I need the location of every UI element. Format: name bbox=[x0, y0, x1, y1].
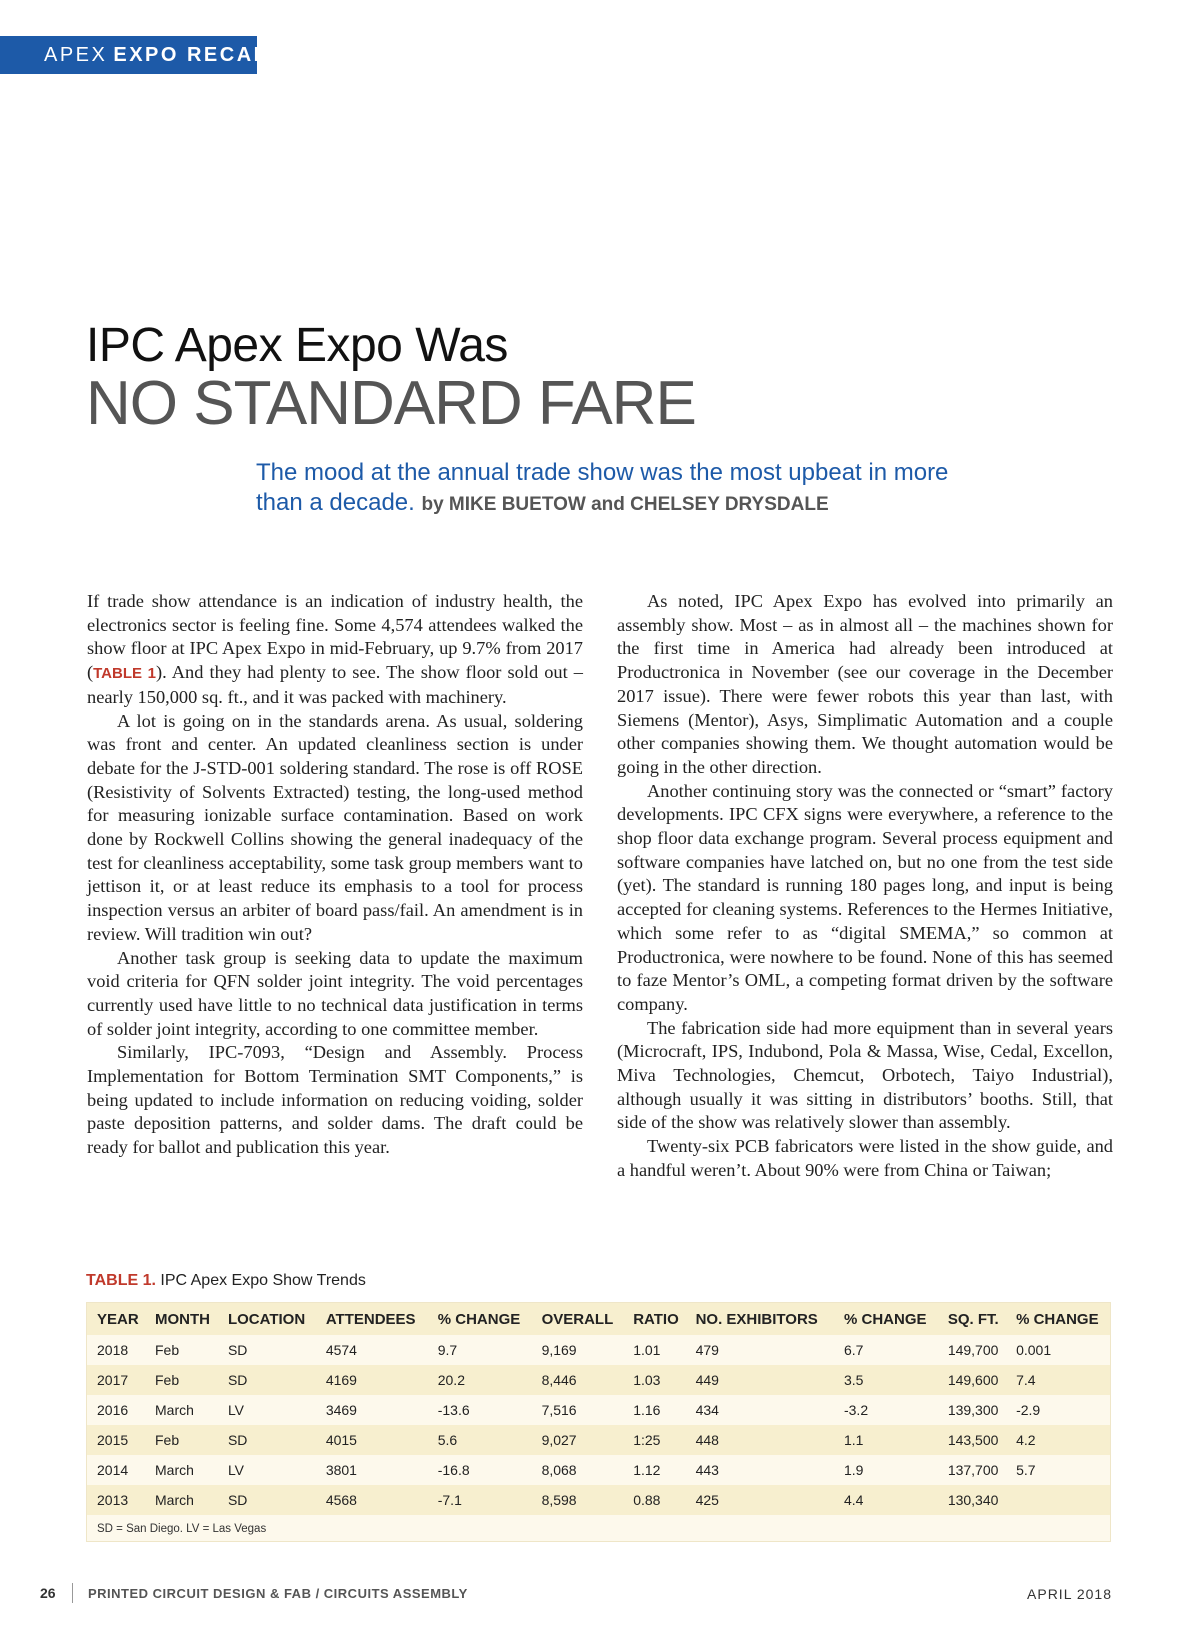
table-cell: 1:25 bbox=[623, 1425, 685, 1455]
table-row bbox=[87, 1455, 1110, 1485]
table-cell: Feb bbox=[155, 1342, 180, 1358]
column-header: ATTENDEES bbox=[316, 1303, 428, 1335]
table-reference-link[interactable]: TABLE 1 bbox=[93, 665, 156, 683]
table-header-row bbox=[87, 1303, 1110, 1335]
table-cell: 2018 bbox=[97, 1342, 129, 1358]
table-cell: 1.1 bbox=[834, 1425, 938, 1455]
show-trends-table-box bbox=[86, 1302, 1111, 1542]
table-cell: 5.6 bbox=[428, 1425, 532, 1455]
table-caption bbox=[86, 1272, 366, 1290]
table-cell bbox=[1006, 1485, 1110, 1515]
section-tab bbox=[0, 36, 270, 74]
table-cell: 20.2 bbox=[428, 1365, 532, 1395]
table-cell: 7.4 bbox=[1006, 1365, 1110, 1395]
table-cell: 0.88 bbox=[623, 1485, 685, 1515]
table-cell: -7.1 bbox=[428, 1485, 532, 1515]
table-body bbox=[87, 1335, 1110, 1515]
table-cell: 149,600 bbox=[938, 1365, 1006, 1395]
body-text: If trade show attendance is an indication of industry health, the electronics sector is feeling fine. Some 4,574 attendees walked the show floor at IPC Apex Expo in mid-February, up 9.7% from 2017 ( bbox=[87, 591, 583, 683]
table-cell: 0.001 bbox=[1016, 1342, 1052, 1358]
section-tab-bold: EXPO RECAP bbox=[113, 44, 270, 66]
table-caption-text: IPC Apex Expo Show Trends bbox=[160, 1272, 366, 1289]
deck-text: The mood at the annual trade show was the most upbeat in more than a decade. bbox=[256, 459, 949, 516]
body-paragraph: A lot is going on in the standards arena. As usual, soldering was front and center. An updated cleanliness section is under debate for the J-STD-001 soldering standard. The rose is off ROSE (Resistivity of Solvents Extracted) testing, the long-used method for measuring ionizable surface contamination. Based on work done by Rockwell Collins showing the general inadequacy of the test for cleanliness acceptability, some task group members want to jettison it, or at least reduce its emphasis to a tool for process inspection versus an arbiter of board pass/fail. An amendment is in review. Will tradition win out? bbox=[87, 710, 583, 944]
body-paragraph: As noted, IPC Apex Expo has evolved into primarily an assembly show. Most – as in almost all – the machines shown for the first time in America had already been introduced at Productronica in November (see our coverage in the December 2017 issue). There were fewer robots this year than last, with Siemens (Mentor), Asys, Simplimatic Automation and a couple other companies showing them. We thought automation would be going in the other direction. bbox=[617, 591, 1113, 777]
column-header: % CHANGE bbox=[428, 1303, 532, 1335]
table-cell: 2013 bbox=[87, 1485, 145, 1515]
table-row bbox=[87, 1365, 1110, 1395]
column-header: YEAR bbox=[87, 1303, 145, 1335]
page-footer bbox=[0, 1585, 1200, 1605]
column-header: % CHANGE bbox=[1006, 1303, 1110, 1335]
table-cell: -16.8 bbox=[437, 1462, 470, 1478]
table-cell: 4169 bbox=[316, 1365, 428, 1395]
table-footnote: SD = San Diego. LV = Las Vegas bbox=[97, 1523, 267, 1535]
table-cell: LV bbox=[227, 1402, 245, 1418]
column-header: MONTH bbox=[145, 1303, 218, 1335]
column-header: RATIO bbox=[623, 1303, 685, 1335]
byline: by MIKE BUETOW and CHELSEY DRYSDALE bbox=[421, 494, 829, 515]
table-cell: -3.2 bbox=[843, 1402, 869, 1418]
table-cell: LV bbox=[227, 1462, 245, 1478]
table-cell: 6.7 bbox=[843, 1342, 864, 1358]
table-cell: 448 bbox=[686, 1425, 834, 1455]
table-cell: 5.7 bbox=[1016, 1462, 1036, 1478]
table-row bbox=[87, 1335, 1110, 1365]
table-cell: 1.01 bbox=[633, 1342, 661, 1358]
table-cell: SD bbox=[218, 1485, 316, 1515]
headline-line-1: IPC Apex Expo Was bbox=[86, 319, 508, 372]
table-cell: 7,516 bbox=[541, 1402, 577, 1418]
body-paragraph: Similarly, IPC-7093, “Design and Assembly. Process Implementation for Bottom Termination SMT Components,” is being updated to include information on reducing voiding, solder paste deposition patterns, and solder dams. The draft could be ready for ballot and publication this year. bbox=[87, 1042, 583, 1158]
body-paragraph: Another continuing story was the connected or “smart” factory developments. IPC CFX signs were everywhere, a reference to the shop floor data exchange program. Several process equipment and software companies have latched on, but no one from the test side (yet). The standard is running 180 pages long, and input is being accepted for cleaning systems. References to the Hermes Initiative, which some refer to as “digital SMEMA,” so common at Productronica, were nowhere to be found. None of this has seemed to faze Mentor’s OML, a competing format driven by the software company. bbox=[617, 780, 1113, 1014]
table-cell: 1.16 bbox=[633, 1402, 661, 1418]
table-cell: March bbox=[155, 1402, 194, 1418]
body-paragraph bbox=[87, 590, 583, 710]
table-cell: SD bbox=[218, 1425, 316, 1455]
table-cell: 4015 bbox=[316, 1425, 428, 1455]
table-row bbox=[87, 1485, 1110, 1515]
table-cell: -2.9 bbox=[1016, 1402, 1041, 1418]
table-cell: 2014 bbox=[97, 1462, 129, 1478]
table-cell: March bbox=[145, 1485, 218, 1515]
table-cell: 139,300 bbox=[947, 1402, 999, 1418]
section-tab-light: APEX bbox=[44, 44, 108, 66]
column-header: NO. EXHIBITORS bbox=[686, 1303, 834, 1335]
table-cell: 143,500 bbox=[938, 1425, 1006, 1455]
table-cell: Feb bbox=[145, 1365, 218, 1395]
deck bbox=[256, 458, 956, 520]
table-cell: 130,340 bbox=[938, 1485, 1006, 1515]
table-cell: 8,068 bbox=[541, 1462, 577, 1478]
table-cell: 479 bbox=[695, 1342, 719, 1358]
table-cell: 149,700 bbox=[947, 1342, 999, 1358]
table-cell: 1.12 bbox=[633, 1462, 661, 1478]
table-cell: SD bbox=[218, 1365, 316, 1395]
column-header: LOCATION bbox=[218, 1303, 316, 1335]
table-cell: 9.7 bbox=[437, 1342, 458, 1358]
body-paragraph: The fabrication side had more equipment than in several years (Microcraft, IPS, Indubond, Pola & Massa, Wise, Cedal, Excellon, Miva Technologies, Chemcut, Orbotech, Taiyo Industrial), although usually it was sitting in distributors’ booths. Still, that side of the show was relatively slower than assembly. bbox=[617, 1017, 1113, 1133]
table-cell: 8,446 bbox=[532, 1365, 624, 1395]
table-cell: March bbox=[155, 1462, 194, 1478]
table-caption-label: TABLE 1. bbox=[86, 1272, 156, 1289]
table-cell: 2015 bbox=[87, 1425, 145, 1455]
column-header: % CHANGE bbox=[834, 1303, 938, 1335]
body-paragraph: Twenty-six PCB fabricators were listed in the show guide, and a handful weren’t. About 90% were from China or Taiwan; bbox=[617, 1136, 1113, 1180]
table-cell: 3801 bbox=[325, 1462, 357, 1478]
table-cell: 3469 bbox=[325, 1402, 357, 1418]
table-cell: 1.9 bbox=[843, 1462, 864, 1478]
table-cell: 4.2 bbox=[1006, 1425, 1110, 1455]
table-cell: 4574 bbox=[325, 1342, 357, 1358]
table-cell: SD bbox=[227, 1342, 248, 1358]
table-cell: 2016 bbox=[97, 1402, 129, 1418]
issue-date: APRIL 2018 bbox=[1027, 1586, 1112, 1602]
table-cell: 4.4 bbox=[834, 1485, 938, 1515]
table-cell: 449 bbox=[686, 1365, 834, 1395]
body-column-left bbox=[87, 590, 583, 1160]
headline-line-2: NO STANDARD FARE bbox=[86, 369, 696, 438]
table-cell: 8,598 bbox=[532, 1485, 624, 1515]
table-cell: 137,700 bbox=[947, 1462, 999, 1478]
table-cell: 4568 bbox=[316, 1485, 428, 1515]
show-trends-table bbox=[87, 1303, 1110, 1515]
table-cell: Feb bbox=[145, 1425, 218, 1455]
table-cell: 2017 bbox=[87, 1365, 145, 1395]
column-header: OVERALL bbox=[532, 1303, 624, 1335]
table-cell: 3.5 bbox=[834, 1365, 938, 1395]
publication-name: PRINTED CIRCUIT DESIGN & FAB / CIRCUITS ASSEMBLY bbox=[88, 1586, 468, 1601]
table-cell: 443 bbox=[695, 1462, 719, 1478]
table-cell: 425 bbox=[686, 1485, 834, 1515]
table-cell: -13.6 bbox=[437, 1402, 470, 1418]
column-header: SQ. FT. bbox=[938, 1303, 1006, 1335]
table-row bbox=[87, 1425, 1110, 1455]
body-column-right bbox=[617, 590, 1113, 1183]
footer-divider bbox=[72, 1583, 73, 1603]
table-cell: 1.03 bbox=[623, 1365, 685, 1395]
body-paragraph: Another task group is seeking data to update the maximum void criteria for QFN solder joint integrity. The void percentages currently used have little to no technical data justification in terms of solder joint integrity, according to one committee member. bbox=[87, 947, 583, 1039]
body-text: ). And they had plenty to see. The show floor sold out – nearly 150,000 sq. ft., and it was packed with machinery. bbox=[87, 662, 583, 707]
table-row bbox=[87, 1395, 1110, 1425]
table-cell: 9,027 bbox=[532, 1425, 624, 1455]
page-number: 26 bbox=[40, 1585, 56, 1601]
table-cell: 9,169 bbox=[541, 1342, 577, 1358]
table-cell: 434 bbox=[695, 1402, 719, 1418]
